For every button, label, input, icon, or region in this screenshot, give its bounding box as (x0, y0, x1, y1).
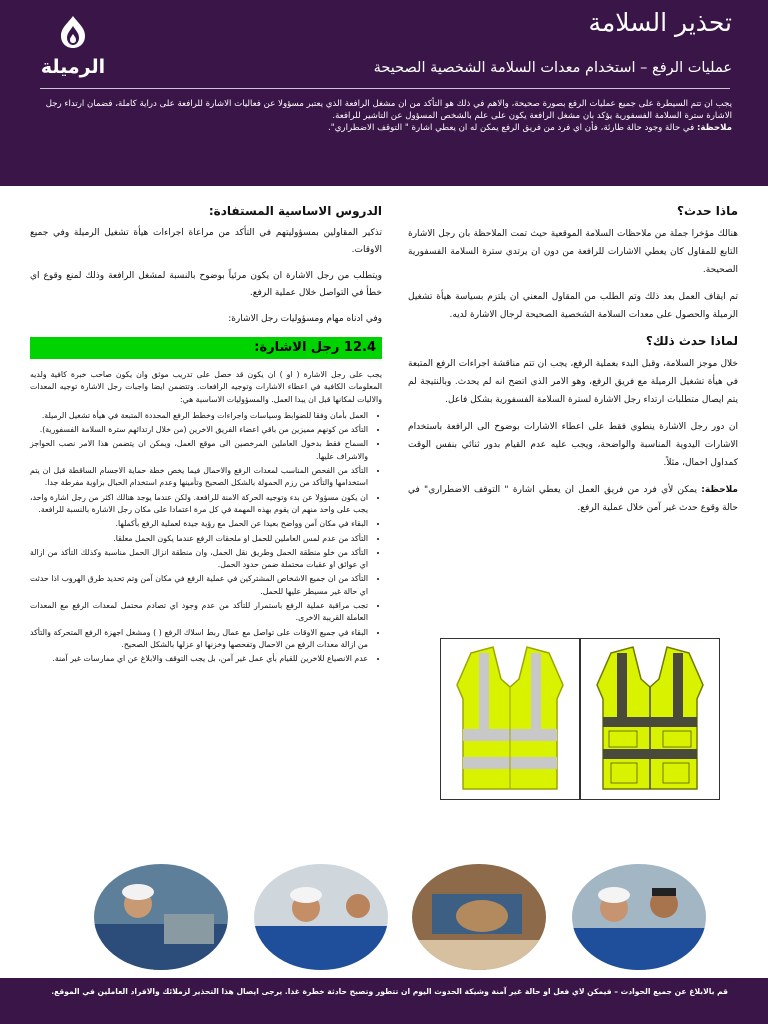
intro-paragraph (40, 98, 732, 134)
header-divider (40, 88, 730, 89)
photo-worker-2 (254, 864, 388, 970)
header-banner (0, 0, 768, 186)
why-p1: خلال موجز السلامة، وقبل البدء بعملية الرفع، يجب ان تتم مناقشة اجراءات الرفع المتبعة في هيأة تشغيل الرميلة مع فريق الرفع، وهو الامر الذي اتضح انه لم يحدث. وبالنتيجة لم يتم ايصال متطلبات ارتداء رجل الاشارة لسترة السلامة الفسفورية بشكل فاعل. (408, 359, 738, 405)
flame-drop-icon (53, 14, 93, 50)
worker-photo-icon (412, 864, 546, 970)
lesson-1: تذكير المقاولين بمسؤوليتهم في التأكد من مراعاة اجراءات هيأة تشغيل الرميلة وفي جميع الاوقات. (30, 228, 382, 255)
intro-text: يجب ان تتم السيطرة على جميع عمليات الرفع بصورة صحيحة، والاهم في ذلك هو التأكد من ان مشغل الرافعة الذي يعتبر مسؤولا عن فعاليات الاشارة للرافعة على دراية كاملة، فضمان ارتداء رجل الاشارة سترة السلامة الفسفورية يؤكد بان مشغل الرافعة يكون على علم بالشخص المسؤول عن التاشير للرافعة. (45, 99, 732, 121)
worker-photo-icon (254, 864, 388, 970)
right-note (408, 481, 738, 517)
section-intro: يجب على رجل الاشارة ( او ) ان يكون قد حصل على تدريب موثق وان يكون صاحب خبرة كافية ولديه المعلومات الكافية في اعطاء الاشارات وتوجيه الرافعات. وتتضمن ايضا واجبات رجل الاشارة توجيه المعدات والاليات لمكانها قبل ان يبدا العمل. والمسؤوليات الاساسية هي: (30, 370, 382, 404)
right-note-text: يمكن لأي فرد من فريق العمل ان يعطي اشارة " التوقف الاضطراري" في حالة وقوع حدث غير آمن خلال عملية الرفع. (408, 485, 738, 513)
what-happened-p1: هنالك مؤخرا جملة من ملاحظات السلامة الموقعية حيث تمت الملاحظة بان رجل الاشارة التابع للمقاول كان يعطي الاشارات للرافعة من دون ان يرتدي سترة السلامة الفسفورية الصحيحة. (408, 229, 738, 275)
safety-vest-pockets-icon (581, 639, 719, 799)
list-item: • العمل بأمان وفقا للضوابط وسياسات واجراءات وخطط الرفع المحددة المتبعة في هيأة تشغيل الرميلة. (30, 410, 368, 422)
list-item: • التأكد من ان جميع الاشخاص المشتركين في عملية الرفع في مكان آمن وتم تحديد طرق الهروب اذا حدثت اي حالة غير مسيطر عليها للحمل. (30, 573, 368, 598)
list-item: • عدم الانصياع للاخرين للقيام بأي عمل غير آمن، بل يجب التوقف والابلاغ عن اي ممارسات غير آمنة. (30, 653, 368, 665)
left-column (30, 203, 382, 668)
right-column (408, 203, 738, 526)
photo-worker-3 (412, 864, 546, 970)
vest-image-plain (440, 638, 580, 800)
list-item: • التأكد من كونهم مميزين من باقي اعضاء الفريق الاخرين (من خلال ارتدائهم سترة السلامة الفسفورية). (30, 424, 368, 436)
list-item: • السماح فقط بدخول العاملين المرخصين الى موقع العمل، ويمكن ان يتضمن هذا الامر نصب الحواجز والاشراف عليها. (30, 438, 368, 463)
list-item: • البقاء في جميع الاوقات على تواصل مع عمال ربط اسلاك الرفع ( ) ومشغل اجهزة الرفع المتحركة والتأكد من ازالة معدات الرفع من الاحمال وتفحصها وخزنها او عزلها بالشكل الصحيح. (30, 627, 368, 652)
lesson-3: وفي ادناه مهام ومسؤوليات رجل الاشارة: (228, 314, 382, 324)
list-item: • التأكد من الفحص المناسب لمعدات الرفع والاحمال فيما يخص خطة حماية الاجسام الساقطة قبل ان يتم استخدامها والتأكد من رزم الحمولة بالشكل الصحيح وتأمينها وعدم استخدام الحبال بزاوية مفرطة جدا. (30, 465, 368, 490)
list-item: • البقاء في مكان آمن وواضح بعيدا عن الحمل مع رؤية جيدة لعملية الرفع بأكملها. (30, 518, 368, 530)
worker-photo-icon (572, 864, 706, 970)
intro-note-label: ملاحظة: (696, 123, 732, 133)
list-item: • التأكد من عدم لمس العاملين للحمل او ملحقات الرفع عندما يكون الحمل معلقا. (30, 533, 368, 545)
list-item: • تجب مراقبة عملية الرفع باستمرار للتأكد من عدم وجود اي تصادم محتمل لمعدات الرفع مع المعدات العاملة القريبة الاخرى. (30, 600, 368, 625)
section-bar: 12.4 رجل الاشارة: (30, 337, 382, 359)
list-item: • ان يكون مسؤولا عن بدء وتوجيه الحركة الامنة للرافعة. ولكن عندما يوجد هنالك اكثر من رجل اشارة واحد، يجب على واحد منهم ان يقوم بهذه المهمة في كل مرة اعتمادا على مكان رجل الاشارة بالنسبة للرافعة. (30, 492, 368, 517)
what-happened-p2: تم ايقاف العمل بعد ذلك وتم الطلب من المقاول المعني ان يلتزم بسياسة هيأة تشغيل الرميلة والحصول على معدات السلامة الشخصية الصحيحة لرجال الاشارة لديه. (408, 292, 738, 320)
safety-vest-icon (441, 639, 579, 799)
list-item: • التأكد من خلو منطقة الحمل وطريق نقل الحمل، وان منطقة انزال الحمل مناسبة وكذلك التأكد من ازالة اي عوائق او عقبات محتملة ضمن حدود الحمل. (30, 547, 368, 572)
worker-photo-icon (94, 864, 228, 970)
what-happened-heading: ماذا حدث؟ (677, 204, 738, 218)
rumaila-logo (34, 14, 112, 78)
photo-worker-4 (572, 864, 706, 970)
page-title: تحذير السلامة (588, 8, 732, 37)
responsibilities-list (30, 410, 382, 666)
right-note-label: ملاحظة: (701, 485, 738, 495)
photo-worker-1 (94, 864, 228, 970)
footer-text: قم بالابلاغ عن جميع الحوادث – فيمكن لاي فعل او حالة غير آمنة وشيكة الحدوث اليوم ان تتطور وتصبح حادثة خطرة غدا. يرجى ايصال هذا التحذير لزملائك والافراد العاملين في الموقع. (51, 987, 728, 996)
lesson-2: ويتطلب من رجل الاشارة ان يكون مرئياً بوضوح بالنسبة لمشغل الرافعة وذلك لمنع وقوع اي خطأ في التواصل خلال عملية الرفع. (30, 271, 382, 298)
why-heading: لماذا حدث ذلك؟ (645, 334, 738, 348)
page-subtitle: عمليات الرفع – استخدام معدات السلامة الشخصية الصحيحة (373, 60, 732, 76)
lessons-heading: الدروس الاساسية المستفادة: (208, 204, 382, 218)
why-p2: ان دور رجل الاشارة ينطوي فقط على اعطاء الاشارات بوضوح الى الرافعة باستخدام الاشارات اليدوية المناسبة والواضحة، ويجب عليه عدم القيام بدور ثنائي بنفس الوقت كمداول احمال، مثلاً. (408, 422, 738, 468)
logo-text: الرميلة (40, 56, 106, 78)
vest-image-pockets (580, 638, 720, 800)
intro-note-text: في حالة وجود حالة طارئة، فأن اي فرد من فريق الرفع يمكن له ان يعطي اشارة " التوقف الاضطراري". (328, 123, 697, 133)
footer-banner (0, 978, 768, 1024)
